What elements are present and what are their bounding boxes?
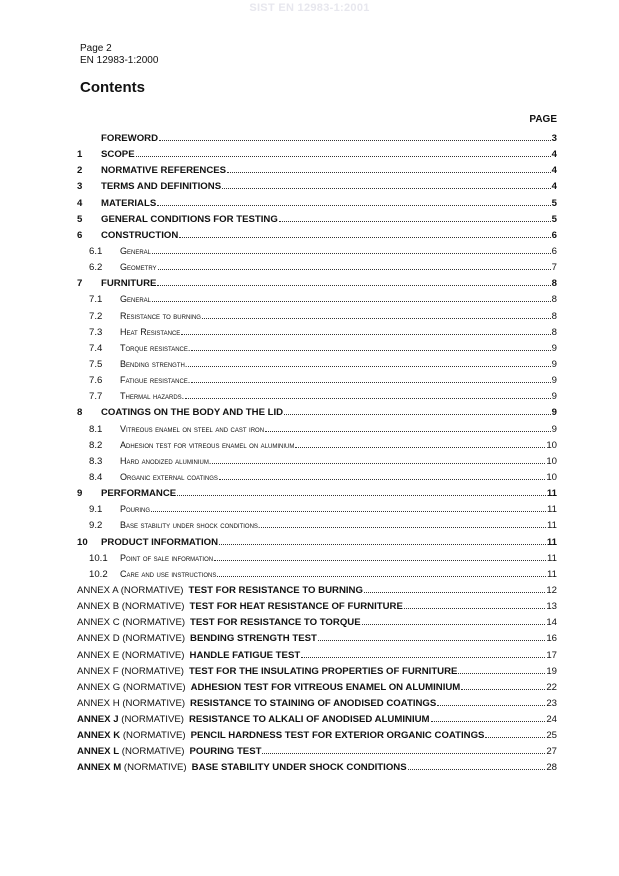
toc-entry-number: 7.5 xyxy=(89,358,103,370)
toc-entry-label: Thermal hazards. xyxy=(120,391,185,402)
toc-entry-page: 9 xyxy=(551,375,557,387)
dot-leader xyxy=(279,214,551,222)
toc-entry-label: TEST FOR RESISTANCE TO BURNING xyxy=(188,584,363,596)
toc-entry-label: MATERIALS xyxy=(101,197,157,209)
toc-entry-number: 7.7 xyxy=(89,391,103,403)
dot-leader xyxy=(404,601,545,609)
toc-entry-label: BASE STABILITY UNDER SHOCK CONDITIONS xyxy=(191,762,407,774)
toc-entry[interactable] xyxy=(77,262,557,278)
toc-entry-label: TEST FOR HEAT RESISTANCE OF FURNITURE xyxy=(189,601,403,613)
toc-entry[interactable] xyxy=(77,311,557,327)
toc-entry-label: POURING TEST xyxy=(189,746,262,758)
annex-letter: ANNEX L xyxy=(77,746,120,758)
dot-leader xyxy=(364,585,545,593)
annex-letter: ANNEX H xyxy=(77,697,120,709)
toc-entry-label: Organic external coatings xyxy=(120,471,218,482)
toc-entry-number: 9.1 xyxy=(89,504,103,516)
annex-qualifier: (NORMATIVE) xyxy=(119,746,185,758)
toc-entry-label: TERMS AND DEFINITIONS xyxy=(101,181,222,193)
toc-entry[interactable] xyxy=(77,278,557,294)
toc-entry[interactable] xyxy=(77,585,557,601)
annex-prefix xyxy=(77,730,186,741)
toc-entry-page: 7 xyxy=(551,262,557,274)
dot-leader xyxy=(151,504,546,512)
toc-entry-number: 10.2 xyxy=(89,568,108,580)
annex-letter: ANNEX C xyxy=(77,617,120,629)
dot-leader xyxy=(219,472,545,480)
toc-entry[interactable] xyxy=(77,149,557,165)
annex-prefix xyxy=(77,698,185,709)
toc-entry-number: 9.2 xyxy=(89,520,103,532)
toc-entry-number: 7.2 xyxy=(89,310,103,322)
toc-entry[interactable] xyxy=(77,650,557,666)
toc-entry-page: 11 xyxy=(547,552,557,564)
annex-prefix xyxy=(77,746,185,757)
toc-entry-page: 13 xyxy=(546,601,557,613)
toc-entry-page: 9 xyxy=(551,342,557,354)
toc-entry-label: Heat Resistance xyxy=(120,326,181,337)
toc-entry-page: 28 xyxy=(546,762,557,774)
dot-leader xyxy=(261,520,546,528)
annex-prefix xyxy=(77,585,183,596)
toc-entry-page: 8 xyxy=(551,310,557,322)
annex-letter: ANNEX A xyxy=(77,584,119,596)
toc-entry-number: 1 xyxy=(77,149,83,161)
annex-prefix xyxy=(77,617,185,628)
toc-entry-number: 10 xyxy=(77,536,88,548)
toc-entry-page: 11 xyxy=(546,488,557,500)
dot-leader xyxy=(158,262,551,270)
toc-entry-number: 8.2 xyxy=(89,439,103,451)
toc-entry-label: TEST FOR RESISTANCE TO TORQUE xyxy=(190,617,361,629)
page-header xyxy=(80,43,158,67)
toc-entry[interactable] xyxy=(77,553,557,569)
annex-qualifier: (NORMATIVE) xyxy=(120,730,186,742)
toc-entry[interactable] xyxy=(77,714,557,730)
toc-entry-label: FURNITURE xyxy=(101,278,157,290)
toc-entry[interactable] xyxy=(77,214,557,230)
dot-leader xyxy=(485,730,545,738)
annex-qualifier: (NORMATIVE) xyxy=(119,601,185,613)
toc-entry[interactable] xyxy=(77,181,557,197)
annex-prefix xyxy=(77,762,187,773)
toc-entry[interactable] xyxy=(77,666,557,682)
toc-entry-page: 23 xyxy=(546,697,557,709)
document-id: EN 12983-1:2000 xyxy=(80,55,159,66)
toc-entry-number: 8.3 xyxy=(89,455,103,467)
dot-leader xyxy=(159,133,551,141)
dot-leader xyxy=(227,165,551,173)
toc-entry-label: Geometry xyxy=(120,262,157,273)
toc-entry-label: COATINGS ON THE BODY AND THE LID xyxy=(101,407,284,419)
annex-prefix xyxy=(77,633,185,644)
toc-entry-label: HANDLE FATIGUE TEST xyxy=(189,649,301,661)
toc-entry-page: 4 xyxy=(551,165,557,177)
dot-leader xyxy=(214,553,546,561)
toc-entry[interactable] xyxy=(77,359,557,375)
toc-entry-number: 8.4 xyxy=(89,471,103,483)
toc-entry-page: 11 xyxy=(547,520,557,532)
dot-leader xyxy=(212,456,545,464)
toc-entry[interactable] xyxy=(77,424,557,440)
annex-qualifier: (NORMATIVE) xyxy=(120,681,186,693)
toc-entry-number: 7.1 xyxy=(89,294,103,306)
toc-entry[interactable] xyxy=(77,617,557,633)
annex-letter: ANNEX G xyxy=(77,681,121,693)
annex-letter: ANNEX M xyxy=(77,762,122,774)
dot-leader xyxy=(458,666,545,674)
toc-entry-page: 11 xyxy=(547,504,557,516)
toc-entry-label: TEST FOR THE INSULATING PROPERTIES OF FURNITURE xyxy=(188,665,458,677)
annex-letter: ANNEX F xyxy=(77,665,119,677)
dot-leader xyxy=(181,327,550,335)
page-title: Contents xyxy=(80,79,145,96)
toc-entry-number: 7.4 xyxy=(89,342,103,354)
toc-entry-page: 4 xyxy=(551,181,557,193)
annex-qualifier: (NORMATIVE) xyxy=(118,714,184,726)
dot-leader xyxy=(408,762,546,770)
toc-entry-label: CONSTRUCTION xyxy=(101,229,179,241)
toc-entry-label: General xyxy=(120,294,152,305)
toc-entry-page: 8 xyxy=(551,294,557,306)
table-of-contents xyxy=(77,133,557,779)
toc-entry-number: 6 xyxy=(77,229,83,241)
toc-entry-page: 22 xyxy=(546,681,557,693)
toc-entry-page: 24 xyxy=(546,714,557,726)
dot-leader xyxy=(157,278,550,286)
toc-entry-page: 14 xyxy=(546,617,557,629)
annex-letter: ANNEX D xyxy=(77,633,120,645)
dot-leader xyxy=(188,359,550,367)
toc-entry-label: PRODUCT INFORMATION xyxy=(101,536,219,548)
annex-prefix xyxy=(77,682,186,693)
toc-entry-label: RESISTANCE TO STAINING OF ANODISED COATINGS xyxy=(190,697,437,709)
dot-leader xyxy=(461,682,545,690)
toc-entry[interactable] xyxy=(77,198,557,214)
dot-leader xyxy=(177,488,546,496)
toc-entry[interactable] xyxy=(77,537,557,553)
toc-entry-number: 7.6 xyxy=(89,375,103,387)
toc-entry-page: 5 xyxy=(551,197,557,209)
toc-entry[interactable] xyxy=(77,698,557,714)
toc-entry-label: Bending strength. xyxy=(120,358,188,369)
toc-entry[interactable] xyxy=(77,472,557,488)
toc-entry[interactable] xyxy=(77,762,557,778)
toc-entry[interactable] xyxy=(77,520,557,536)
toc-entry-number: 3 xyxy=(77,181,83,193)
toc-entry-page: 11 xyxy=(547,568,557,580)
annex-letter: ANNEX K xyxy=(77,730,121,742)
annex-prefix xyxy=(77,714,184,725)
toc-entry[interactable] xyxy=(77,294,557,310)
toc-entry-page: 3 xyxy=(551,133,557,144)
toc-entry-label: SCOPE xyxy=(101,149,135,161)
dot-leader xyxy=(301,650,545,658)
toc-entry[interactable] xyxy=(77,440,557,456)
dot-leader xyxy=(185,391,550,399)
toc-entry-page: 16 xyxy=(546,633,557,645)
dot-leader xyxy=(431,714,546,722)
toc-entry-label: PERFORMANCE xyxy=(101,488,177,500)
toc-entry[interactable] xyxy=(77,682,557,698)
toc-entry-page: 9 xyxy=(551,407,557,419)
toc-entry-page: 11 xyxy=(546,536,557,548)
dot-leader xyxy=(295,440,545,448)
toc-entry-number: 7.3 xyxy=(89,326,103,338)
toc-entry-page: 12 xyxy=(546,584,557,596)
annex-qualifier: (NORMATIVE) xyxy=(119,633,186,645)
annex-qualifier: (NORMATIVE) xyxy=(121,762,187,774)
toc-entry-label: Pouring xyxy=(120,504,151,515)
annex-qualifier: (NORMATIVE) xyxy=(118,584,184,596)
dot-leader xyxy=(202,311,551,319)
toc-entry-label: Fatigue resistance. xyxy=(120,375,191,386)
toc-entry-page: 9 xyxy=(551,423,557,435)
annex-prefix xyxy=(77,650,185,661)
annex-qualifier: (NORMATIVE) xyxy=(119,697,186,709)
dot-leader xyxy=(136,149,551,157)
toc-entry-page: 10 xyxy=(546,439,557,451)
annex-qualifier: (NORMATIVE) xyxy=(118,665,184,677)
toc-entry-page: 6 xyxy=(551,229,557,241)
annex-qualifier: (NORMATIVE) xyxy=(119,649,185,661)
toc-entry-page: 8 xyxy=(551,326,557,338)
page-column-label: PAGE xyxy=(529,114,557,125)
toc-entry-label: Vitreous enamel on steel and cast iron xyxy=(120,423,265,434)
annex-letter: ANNEX J xyxy=(77,714,119,726)
toc-entry-number: 6.1 xyxy=(89,245,103,257)
toc-entry-number: 5 xyxy=(77,213,83,225)
watermark-text: SIST EN 12983-1:2001 xyxy=(249,2,370,14)
toc-entry-page: 19 xyxy=(546,665,557,677)
toc-entry-number: 8.1 xyxy=(89,423,103,435)
toc-entry-label: Torque resistance. xyxy=(120,342,191,353)
toc-entry-number: 10.1 xyxy=(89,552,108,564)
toc-entry-page: 10 xyxy=(546,471,557,483)
toc-entry-number: 6.2 xyxy=(89,262,103,274)
dot-leader xyxy=(152,294,551,302)
toc-entry-label: Resistance to burning xyxy=(120,310,201,321)
dot-leader xyxy=(152,246,551,254)
annex-qualifier: (NORMATIVE) xyxy=(119,617,186,629)
toc-entry-label: Care and use instructions xyxy=(120,568,217,579)
dot-leader xyxy=(318,633,545,641)
toc-entry[interactable] xyxy=(77,601,557,617)
toc-entry[interactable] xyxy=(77,407,557,423)
annex-letter: ANNEX B xyxy=(77,601,120,613)
toc-entry-page: 9 xyxy=(551,391,557,403)
toc-entry-number: 7 xyxy=(77,278,83,290)
dot-leader xyxy=(157,198,550,206)
toc-entry-label: Point of sale information xyxy=(120,552,214,563)
dot-leader xyxy=(217,569,546,577)
toc-entry[interactable] xyxy=(77,488,557,504)
toc-entry-label: GENERAL CONDITIONS FOR TESTING xyxy=(101,213,278,225)
annex-letter: ANNEX E xyxy=(77,649,120,661)
toc-entry-label: Adhesion test for vitreous enamel on aluminium xyxy=(120,439,295,450)
toc-entry-page: 6 xyxy=(551,245,557,257)
toc-entry-label: RESISTANCE TO ALKALI OF ANODISED ALUMINIUM xyxy=(188,714,430,726)
toc-entry-page: 10 xyxy=(546,455,557,467)
toc-entry-page: 27 xyxy=(546,746,557,758)
toc-entry-label: General xyxy=(120,245,152,256)
toc-entry-number: 2 xyxy=(77,165,83,177)
toc-entry[interactable] xyxy=(77,391,557,407)
toc-entry[interactable] xyxy=(77,230,557,246)
dot-leader xyxy=(191,343,550,351)
toc-entry[interactable] xyxy=(77,504,557,520)
toc-entry[interactable] xyxy=(77,746,557,762)
toc-entry[interactable] xyxy=(77,375,557,391)
toc-entry[interactable] xyxy=(77,343,557,359)
toc-entry-label: BENDING STRENGTH TEST xyxy=(190,633,317,645)
annex-prefix xyxy=(77,601,185,612)
toc-entry-label: ADHESION TEST FOR VITREOUS ENAMEL ON ALUMINIUM xyxy=(190,681,461,693)
toc-entry-label: Base stability under shock conditions. xyxy=(120,520,261,531)
toc-entry[interactable] xyxy=(77,569,557,585)
toc-entry-label: NORMATIVE REFERENCES xyxy=(101,165,227,177)
toc-entry-label: PENCIL HARDNESS TEST FOR EXTERIOR ORGANIC COATINGS xyxy=(190,730,485,742)
toc-entry[interactable] xyxy=(77,165,557,181)
dot-leader xyxy=(179,230,550,238)
toc-entry-page: 8 xyxy=(551,278,557,290)
dot-leader xyxy=(191,375,550,383)
toc-entry[interactable] xyxy=(77,633,557,649)
toc-entry-page: 17 xyxy=(546,649,557,661)
toc-entry-number: 8 xyxy=(77,407,83,419)
dot-leader xyxy=(262,746,545,754)
dot-leader xyxy=(219,537,546,545)
dot-leader xyxy=(222,181,551,189)
dot-leader xyxy=(362,617,546,625)
toc-entry-label: FOREWORD xyxy=(101,133,159,144)
toc-entry-page: 5 xyxy=(551,213,557,225)
toc-entry-number: 9 xyxy=(77,488,83,500)
toc-entry[interactable] xyxy=(77,730,557,746)
toc-entry[interactable] xyxy=(77,246,557,262)
toc-entry[interactable] xyxy=(77,456,557,472)
dot-leader xyxy=(284,407,551,415)
toc-entry-page: 25 xyxy=(546,730,557,742)
page-number: Page 2 xyxy=(80,43,112,54)
toc-entry[interactable] xyxy=(77,327,557,343)
dot-leader xyxy=(265,424,551,432)
toc-entry-page: 9 xyxy=(551,358,557,370)
toc-entry[interactable] xyxy=(77,133,557,149)
dot-leader xyxy=(437,698,545,706)
toc-entry-number: 4 xyxy=(77,197,83,209)
annex-prefix xyxy=(77,666,184,677)
toc-entry-page: 4 xyxy=(551,149,557,161)
toc-entry-label: Hard anodized aluminium. xyxy=(120,455,212,466)
